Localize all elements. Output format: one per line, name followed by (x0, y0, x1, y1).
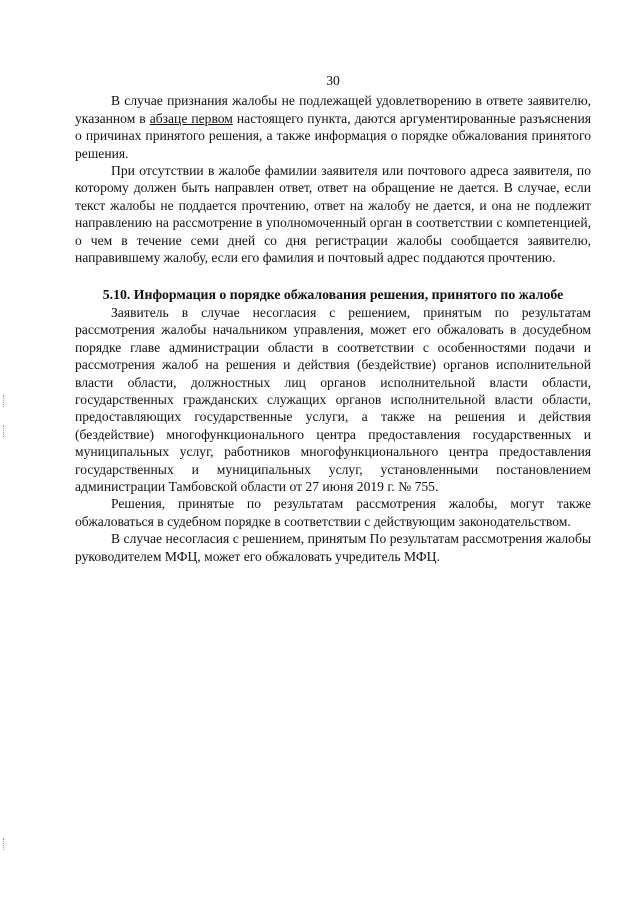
paragraph-text: В случае признания жалобы не подлежащей удовлетворению в ответе заявителю, указанном в (75, 93, 591, 126)
paragraph-text: настоящего пункта, даются аргументированные разъяснения о причинах принятого решения, а также информация о порядке обжалования принятого решения. (75, 110, 591, 161)
paragraph-appeal-procedure: Заявитель в случае несогласия с решением, принятым по результатам рассмотрения жалобы начальником управления, может его обжаловать в досудебном порядке главе администрации области в соответствии с особенностями подачи и рассмотрения жалоб на решения и действия (бездействие) органов исполнительной власти области, должностных лиц органов исполнительной власти области, государственных гражданских служащих органов исполнительной власти области, предоставляющих государственные услуги, а также на решения и действия (бездействие) многофункционального центра предоставления государственных и муниципальных услуг, работников многофункционального центра предоставления государственных и муниципальных услуг, установленными постановлением администрации Тамбовской области от 27 июня 2019 г. № 755. (75, 304, 591, 494)
paragraph-mfc-appeal: В случае несогласия с решением, принятым По результатам рассмотрения жалобы руководителем МФЦ, может его обжаловать учредитель МФЦ. (75, 531, 591, 564)
spacer (75, 266, 591, 286)
margin-punch-mark (3, 425, 6, 437)
paragraph-no-answer-cases: При отсутствии в жалобе фамилии заявителя или почтового адреса заявителя, по которому должен быть направлен ответ, ответ на обращение не дается. В случае, если текст жалобы не поддается прочтению, ответ на жалобу не дается, и она не подлежит направлению на рассмотрение в уполномоченный орган в соответствии с компетенцией, о чем в течение семи дней со дня регистрации жалобы сообщается заявителю, направившему жалобу, если его фамилия и почтовый адрес поддаются прочтению. (75, 163, 591, 266)
margin-punch-mark (3, 838, 6, 850)
document-page (75, 72, 591, 565)
margin-punch-mark (3, 395, 6, 407)
section-heading: 5.10. Информация о порядке обжалования решения, принятого по жалобе (102, 287, 564, 303)
paragraph-reply-on-rejection (75, 92, 591, 162)
paragraph-court-appeal: Решения, принятые по результатам рассмотрения жалобы, могут также обжаловаться в судебном порядке в соответствии с действующим законодательством. (75, 496, 591, 529)
page-number: 30 (326, 73, 340, 88)
paragraph-reference-link[interactable]: абзаце первом (149, 110, 233, 126)
